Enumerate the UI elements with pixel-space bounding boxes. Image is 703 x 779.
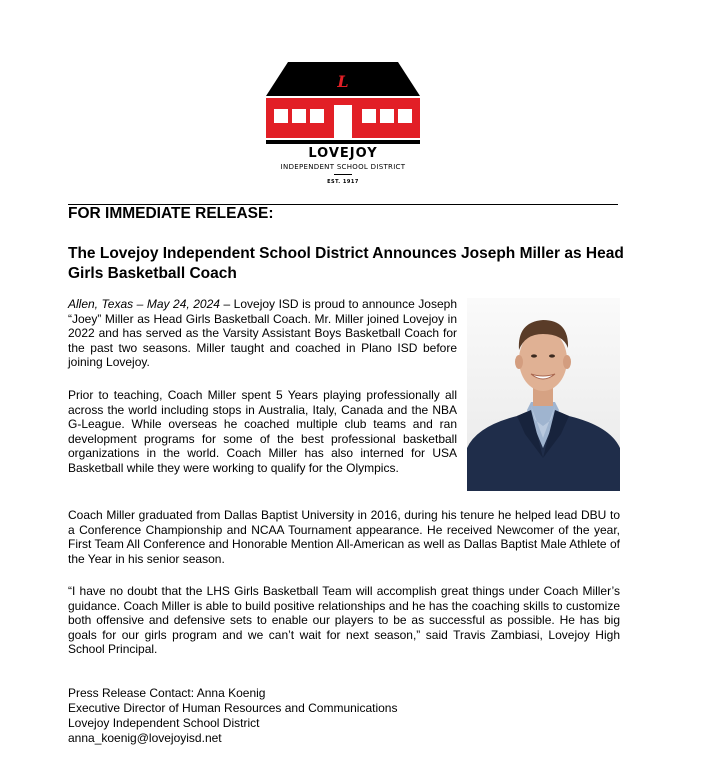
- body-paragraph-3: Coach Miller graduated from Dallas Baptist University in 2016, during his tenure he helped lead DBU to a Conference Championship and NCAA Tournament appearance. He received Newcomer of the year, First Team All Conference and Honorable Mention All-American as well as Dallas Baptist Male Athlete of the Year in his senior season.: [68, 508, 620, 566]
- paragraph-1-text: – Lovejoy ISD is proud to announce Joseph “Joey” Miller as Head Girls Basketball Coach. Mr. Miller joined Lovejoy in 2022 and has served as the Varsity Assistant Boys Basketball Coach for the past two seasons. Miller taught and coached in Plano ISD before joining Lovejoy.: [68, 297, 457, 369]
- logo-door: [334, 105, 352, 138]
- district-name: LOVEJOY: [308, 146, 378, 161]
- established-year: EST. 1917: [327, 179, 359, 185]
- contact-name: Press Release Contact: Anna Koenig: [68, 686, 266, 700]
- contact-title: Executive Director of Human Resources and Communications: [68, 701, 398, 715]
- district-logo: [266, 62, 420, 192]
- logo-monogram: L: [337, 72, 349, 91]
- release-label: FOR IMMEDIATE RELEASE:: [68, 205, 274, 222]
- body-paragraph-2: Prior to teaching, Coach Miller spent 5 Years playing professionally all across the world including stops in Australia, Italy, Canada and the NBA G-League. While overseas he coached multiple club teams and ran development programs for some of the best professional basketball organizations in the world. Coach Miller has also interned for USA Basketball while they were working to qualify for the Olympics.: [68, 388, 457, 475]
- coach-photo: [467, 298, 620, 491]
- body-paragraph-4: “I have no doubt that the LHS Girls Basketball Team will accomplish great things under Coach Miller’s guidance. Coach Miller is able to build positive relationships and he has the coaching skills to customize both offensive and defensive sets to enable our players to be as successful as possible. He has big goals for our girls program and we can’t wait for next season,” said Travis Zambiasi, Lovejoy High School Principal.: [68, 584, 620, 656]
- body-paragraph-1: [68, 297, 457, 370]
- established-divider: [334, 174, 352, 175]
- dateline: Allen, Texas – May 24, 2024: [68, 297, 220, 311]
- press-contact-block: [68, 686, 397, 746]
- district-subtitle: INDEPENDENT SCHOOL DISTRICT: [280, 163, 406, 171]
- contact-email: anna_koenig@lovejoyisd.net: [68, 731, 222, 745]
- press-release-headline: The Lovejoy Independent School District Announces Joseph Miller as Head Girls Basketball Coach: [68, 245, 624, 282]
- contact-organization: Lovejoy Independent School District: [68, 716, 260, 730]
